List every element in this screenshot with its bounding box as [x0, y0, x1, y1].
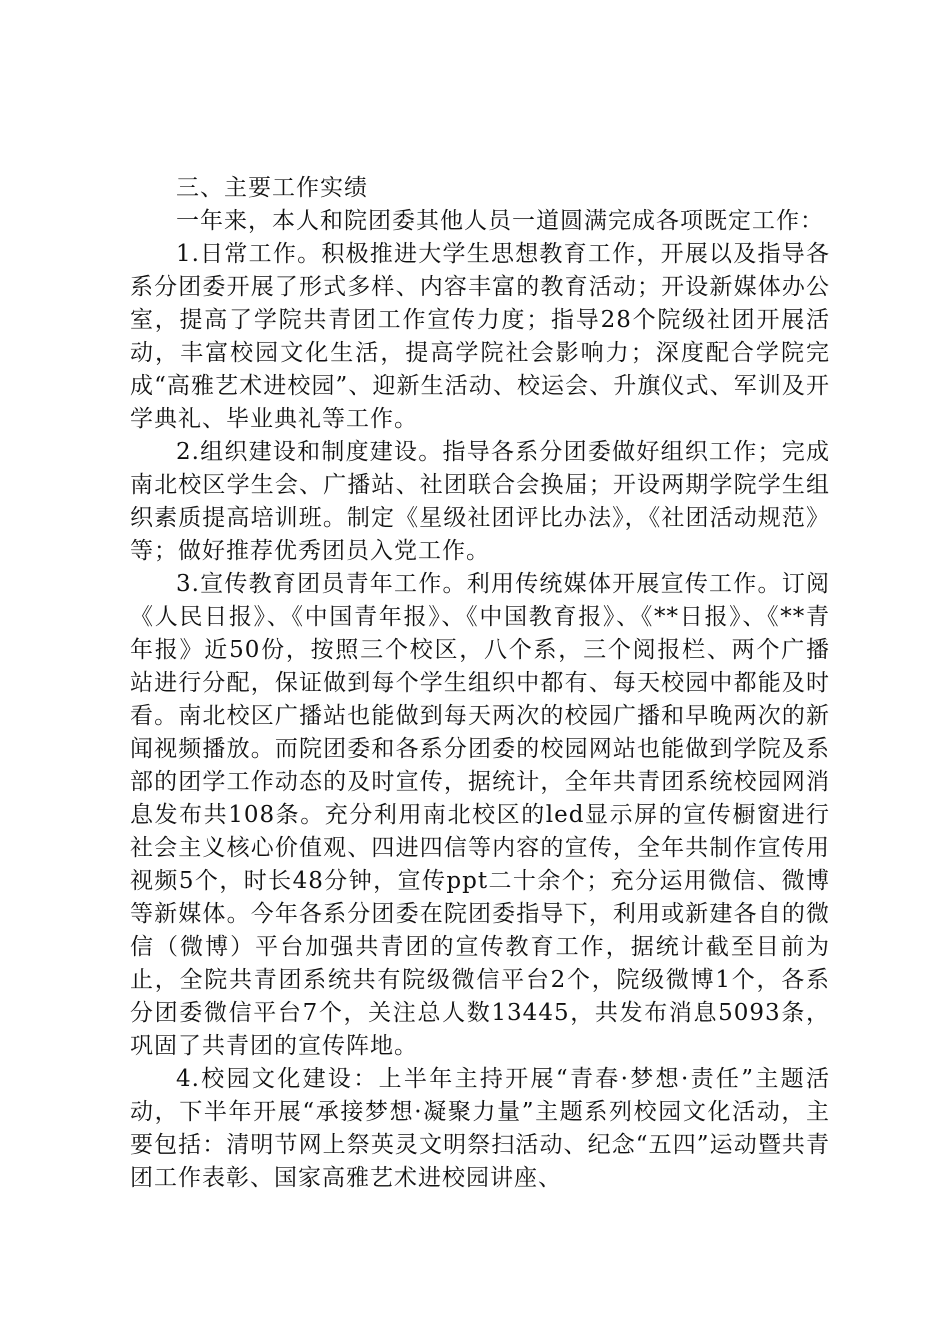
daily-work-paragraph: 1.日常工作。积极推进大学生思想教育工作，开展以及指导各系分团委开展了形式多样、内容丰富的教育活动；开设新媒体办公室，提高了学院共青团工作宣传力度；指导28个院级社团开展活动，丰富校园文化生活，提高学院社会影响力；深度配合学院完成“高雅艺术进校园”、迎新生活动、校运会、升旗仪式、军训及开学典礼、毕业典礼等工作。 — [130, 241, 830, 432]
publicity-education-paragraph: 3.宣传教育团员青年工作。利用传统媒体开展宣传工作。订阅《人民日报》、《中国青年报》、《中国教育报》、《**日报》、《**青年报》近50份，按照三个校区，八个系，三个阅报栏、两个广播站进行分配，保证做到每个学生组织中都有、每天校园中都能及时看。南北校区广播站也能做到每天两次的校园广播和早晚两次的新闻视频播放。而院团委和各系分团委的校园网站也能做到学院及系部的团学工作动态的及时宣传，据统计，全年共青团系统校园网消息发布共108条。充分利用南北校区的led显示屏的宣传橱窗进行社会主义核心价值观、四进四信等内容的宣传，全年共制作宣传用视频5个，时长48分钟，宣传ppt二十余个；充分运用微信、微博等新媒体。今年各系分团委在院团委指导下，利用或新建各自的微信（微博）平台加强共青团的宣传教育工作，据统计截至目前为止，全院共青团系统共有院级微信平台2个，院级微博1个，各系分团委微信平台7个，关注总人数13445，共发布消息5093条，巩固了共青团的宣传阵地。 — [130, 571, 830, 1059]
campus-culture-paragraph: 4.校园文化建设：上半年主持开展“青春·梦想·责任”主题活动，下半年开展“承接梦想·凝聚力量”主题系列校园文化活动，主要包括：清明节网上祭英灵文明祭扫活动、纪念“五四”运动暨共青团工作表彰、国家高雅艺术进校园讲座、 — [130, 1066, 830, 1191]
intro-paragraph: 一年来，本人和院团委其他人员一道圆满完成各项既定工作： — [176, 208, 824, 234]
document-body — [130, 172, 830, 1195]
section-heading: 三、主要工作实绩 — [176, 175, 368, 201]
organization-building-paragraph: 2.组织建设和制度建设。指导各系分团委做好组织工作；完成南北校区学生会、广播站、社团联合会换届；开设两期学院学生组织素质提高培训班。制定《星级社团评比办法》，《社团活动规范》等；做好推荐优秀团员入党工作。 — [130, 439, 830, 564]
